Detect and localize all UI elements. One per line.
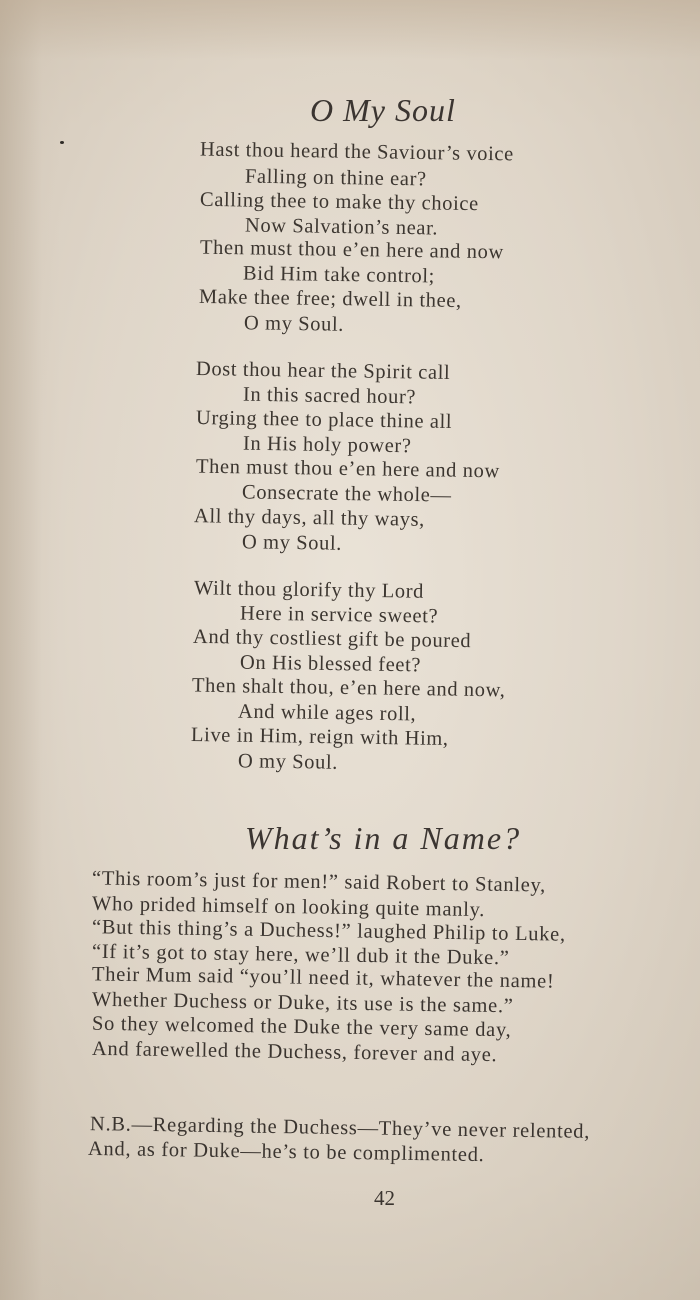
poem-line: N.B.—Regarding the Duchess—They’ve never relented, [89,1113,591,1143]
page-edge-shadow [0,0,60,1300]
poem-line: Then must thou e’en here and now [195,455,500,483]
poem-line: Consecrate the whole— [241,481,452,507]
poem-line: Live in Him, reign with Him, [190,723,449,751]
poem-line: Urging thee to place thine all [195,406,453,434]
poem-line: Wilt thou glorify thy Lord [193,577,425,603]
poem-line: Dost thou hear the Spirit call [195,358,451,384]
poem-title-whats-in-a-name: What’s in a Name? [245,820,522,856]
poem-line: Whether Duchess or Duke, its use is the same.” [91,988,514,1018]
poem-line: Bid Him take control; [242,262,436,288]
page-number: 42 [374,1186,395,1210]
poem-line: And while ages roll, [237,700,417,726]
poem-line: Calling thee to make thy choice [199,188,479,216]
poem-line: In His holy power? [242,432,412,458]
poem-line: Falling on thine ear? [244,165,427,191]
poem-line: “But this thing’s a Duchess!” laughed Philip to Luke, [91,916,566,946]
poem-line: O my Soul. [243,312,345,336]
poem-line: So they welcomed the Duke the very same day, [91,1012,512,1042]
poem-line: Here in service sweet? [239,602,439,628]
poem-line: Who prided himself on looking quite manly. [91,892,486,922]
poem-line: Then must thou e’en here and now [199,236,504,264]
poem-line: Then shalt thou, e’en here and now, [191,674,506,702]
page-top-shadow [0,0,700,60]
ink-speck [60,141,64,144]
poem-line: “If it’s got to stay here, we’ll dub it the Duke.” [91,940,510,970]
poem-line: All thy days, all thy ways, [193,505,426,531]
poem-line: Hast thou heard the Saviour’s voice [199,138,514,166]
poem-line: On His blessed feet? [239,651,422,677]
poem-line: And, as for Duke—he’s to be complimented. [87,1137,485,1167]
poem-line: And thy costliest gift be poured [192,625,472,653]
poem-line: Now Salvation’s near. [244,214,439,240]
poem-line: “This room’s just for men!” said Robert to Stanley, [91,867,547,897]
poem-line: O my Soul. [241,531,343,555]
poem-line: Make thee free; dwell in thee, [198,285,462,313]
poem-line: And farewelled the Duchess, forever and aye. [91,1037,498,1067]
poem-line: Their Mum said “you’ll need it, whatever the name! [91,963,555,993]
poem-title-o-my-soul: O My Soul [310,92,456,128]
poem-line: O my Soul. [237,750,339,774]
poem-line: In this sacred hour? [242,383,417,409]
